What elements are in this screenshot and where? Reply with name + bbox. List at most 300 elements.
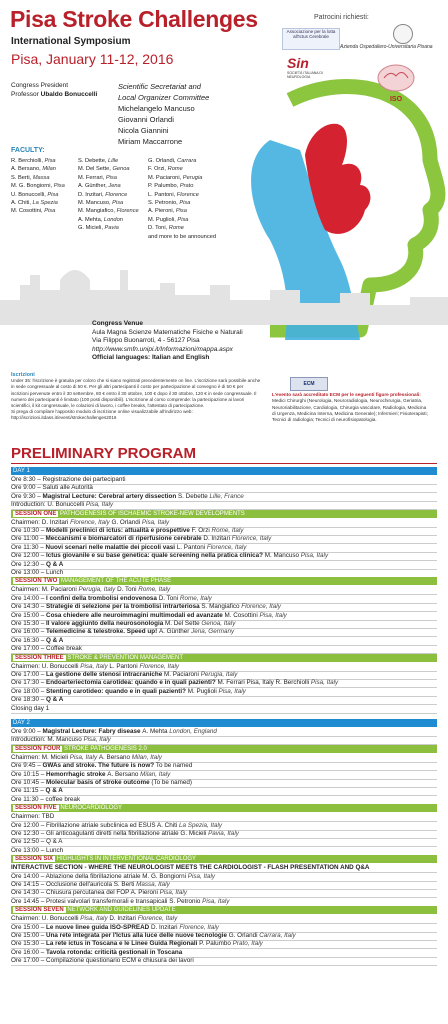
page-title: Pisa Stroke Challenges [10,6,258,32]
row-city: Rome, Italy [179,594,212,602]
faculty-city: Milan [42,166,56,173]
row-time: Ore 10:45 – [11,779,47,786]
row-speaker: M. Puglioli [187,687,219,695]
faculty-city: Florence [176,191,199,198]
row-speaker: A. Günther [158,628,192,636]
program-row [11,476,437,484]
row-text: M. Micieli [41,753,70,761]
row-time: Ore 16:30 – [11,636,47,644]
faculty-city: Pisa [179,200,191,207]
program-row [11,527,437,535]
row-time: Closing day 1 [11,704,50,712]
event-date: Pisa, January 11-12, 2016 [11,51,174,67]
program-row [11,822,437,830]
day-bar: DAY 2 [11,719,437,727]
program-row [11,663,437,671]
program-row [11,671,437,679]
congress-president: Congress President Professor Ubaldo Bonuccelli [11,82,98,98]
row-title: Modelli preclinici di ictus: attualità e prospettive [46,527,192,534]
row-speaker: D. Inzitari [150,923,180,931]
session-title: PATHOGENESIS OF ISCHAEMIC STROKE-NEW DEVELOPMENTS [58,510,245,517]
ecm-line: Medici Chirurghi (Neurologia, Neuroradiologia, Neurochirurgia, Geriatria, [272,398,423,404]
row-text: Registrazione dei partecipanti [42,476,126,483]
faculty-city: Rome [167,166,183,173]
row-separator [11,713,437,714]
program-row [11,889,437,897]
row-time: Chairmen: [11,753,42,761]
faculty-city: London [103,216,123,223]
row-time: Ore 11:30 – [11,795,46,803]
faculty-member [78,157,139,165]
faculty-name: M. Cosottini, [11,208,45,215]
row-speaker: To be named [155,762,193,770]
program-row [11,688,437,696]
session-title: NETWORK AND GUIDELINES UPDATE [65,907,176,914]
faculty-city: Florence [105,191,128,198]
scientific-secretariat: Scientific Secretariat and Local Organizer Committee Michelangelo Mancuso Giovanni Orlandi Nicola Giannini Miriam Maccarrone [118,82,210,146]
faculty-name: A. Mehta, [78,216,104,223]
session-title: MANAGEMENT OF THE ACUTE PHASE [59,578,172,585]
program-row [11,830,437,838]
program-row [11,484,437,492]
faculty-name: S. Berti, [11,174,33,181]
row-text: Lunch [46,569,64,576]
row-text: Protesi valvolari transfemorali e transapicali [46,897,170,905]
faculty-member [78,165,139,173]
row-time: Ore 17:30 – [11,679,47,687]
program-row [11,561,437,569]
row-time: Ore 8:30 – [11,476,43,483]
row-text: Fibrillazione atriale subclinica ed ESUS [46,821,157,829]
row-title: Nuovi scenari nelle malattie dei piccoli vasi [45,543,177,551]
session-bar [11,906,437,914]
row-title: GWAs and stroke. The future is now? [42,762,156,770]
row-city: Pisa, Italy [259,611,287,619]
iso-logo: ISO [372,62,420,106]
session-number: SESSION SIX [15,856,54,863]
row-text: M. Paciaroni [41,586,79,594]
row-title: Q & A [46,560,64,568]
faculty-name: L. Pantoni, [148,191,177,198]
row-time: Ore 15:00 – [11,932,47,939]
faculty-city: Genoa [112,166,130,173]
row-time: Ore 18:00 – [11,687,47,695]
row-city: Florence, Italy [137,915,178,923]
faculty-name: M. G. Bongiorni, [11,183,54,190]
program-row [11,736,437,744]
program-row [11,762,437,770]
row-city: Pisa, Italy [80,662,110,670]
row-city: Pisa, Italy [300,552,329,560]
faculty-member [11,165,65,173]
faculty-city: Jena [108,183,121,190]
row-speaker: S. Berti [113,881,137,888]
row-city: Florence, Italy [179,923,219,931]
row-city: Pavia, Italy [208,830,239,837]
faculty-city: La Spezia [32,200,58,207]
faculty-name: S. Debette, [78,158,109,164]
registration-line: Si prega di compilare l'apposito modulo di iscrizione online visualizzabile all'indirizzo web: [11,409,193,415]
row-text: Introduction: U. Bonuccelli [11,501,86,509]
row-city: Carrara, Italy [259,932,296,939]
row-speaker: M. Cosottini [224,611,260,619]
row-time: Ore 12:00 – [11,552,47,560]
row-time: Ore 14:00 – [11,872,46,880]
faculty-city: Prato [179,183,194,190]
row-title: Le nuove linee guida ISO-SPREAD [46,923,151,931]
row-title: Endoarteriectomia carotidea: quando e in quali pazienti? [46,679,218,687]
row-city: Prato, Italy [232,940,263,948]
row-time: Ore 14:15 – [11,881,47,888]
row-city: Jena, Germany [191,628,235,636]
faculty-name: M. Del Sette, [78,166,113,173]
faculty-name: A. Pieroni, [148,208,176,215]
faculty-name: D. Inzitari, [78,191,106,198]
row-time: Ore 17:00 – [11,957,47,965]
row-city: Pisa, Italy [310,679,339,687]
venue-link[interactable]: http://www.smfn.unipi.it/Informazioni/mappa.aspx [92,345,233,353]
row-time: Ore 17:00 – [11,671,47,678]
faculty-member [11,182,65,190]
faculty-city: Pisa [44,158,56,164]
associazione-logo: Associazione per la lotta all'Ictus Cerebrale [282,28,340,50]
faculty-member [78,182,139,190]
faculty-member [148,191,216,199]
faculty-name: F. Orzi, [148,166,168,173]
faculty-name: P. Palumbo, [148,183,180,190]
row-title: La gestione delle stenosi intracraniche [46,671,164,678]
faculty-city: Massa [32,174,50,181]
row-speaker: S. Debette [177,492,210,500]
session-title: STROKE & PREVENTION MANAGEMENT [65,654,184,661]
program-row [11,957,437,965]
row-city: London, England [169,728,217,735]
program-row [11,898,437,906]
program-row [11,873,437,881]
row-time: Ore 10:30 – [11,527,47,534]
row-time: Chairmen: [11,813,42,821]
faculty-name: G. Micieli, [78,225,105,232]
row-title: Strategie di selezione per la trombolisi intrarteriosa [46,603,202,611]
faculty-city: Lille [108,158,119,164]
row-city: Genoa, Italy [201,620,236,627]
faculty-name: M. Ferrari, [78,174,106,181]
faculty-city: Pavia [104,225,119,232]
row-text: Occlusione dell'auricola [46,881,114,888]
program-row [11,705,437,713]
row-speaker: S. Petronio [169,897,203,905]
row-title: Cosa chiedere alle neuroimmagini multimodali ed avanzate [46,611,225,619]
row-title: La rete ictus in Toscana e le Linee Guida Regionali [46,940,200,948]
program-row [11,501,437,509]
faculty-name: D. Toni, [148,225,169,232]
faculty-city: Carrara [177,158,197,164]
program-row [11,924,437,932]
row-time: Chairmen: [11,586,42,594]
row-time: Ore 16:00 – [11,948,47,956]
ecm-logo: ECM [290,377,328,391]
row-speaker: A. Mehta [142,728,170,735]
row-text: Q & A [46,838,63,846]
row-speaker: P. Palumbo [199,940,233,948]
program-row [11,620,437,628]
faculty-member [148,216,216,224]
row-city: Pisa, Italy [202,897,230,905]
row-speaker: M. Paciaroni [163,671,201,678]
program-row [11,544,437,552]
aoup-seal [393,24,413,44]
ecm-line: Tecnici di radiologia; Tecnici di neurofisiopatologia. [272,417,377,423]
row-speaker: A. Bersano [107,770,141,778]
session-bar [11,577,437,585]
registration-line: numero dei partecipanti è limitato (100 posti disponibili). L'iscrizione al corso comprende: la partecipazione ai lavori [11,396,245,402]
row-speaker: L. Pantoni [176,543,207,551]
row-time: Ore 9:30 – [11,492,43,500]
row-time: Ore 12:50 – [11,838,47,846]
program-row [11,628,437,636]
row-time: Ore 12:30 – [11,830,47,837]
row-city: La Spezia, Italy [179,821,223,829]
row-text: Chiusura percutanea del FOP [46,889,131,897]
row-time: Ore 15:00 – [11,611,47,619]
row-title: Q & A [45,787,63,795]
program-row [11,586,437,594]
row-city: Pisa, Italy [85,501,114,509]
program-heading-rule [11,463,437,464]
program-row [11,881,437,889]
row-time: Chairmen: [11,518,42,526]
faculty-member [148,207,216,215]
row-speaker: F. Orzi [191,527,212,534]
row-time: Ore 10:15 – [11,770,47,778]
faculty-member [11,174,65,182]
row-city: Pisa, Italy [80,915,110,923]
row-city: Pisa, Italy [141,518,170,526]
session-number: SESSION ONE [15,510,57,517]
day-bar: DAY 1 [11,467,437,475]
session-bar [11,855,437,863]
program-row [11,679,437,687]
faculty-city: Pisa [175,208,187,215]
session-bar [11,654,437,662]
row-text: Saluti alle Autorità [42,484,93,492]
aoup-logo-text: Azienda Ospedaliero-Universitaria Pisana [340,44,433,50]
row-title: INTERACTIVE SECTION - WHERE THE NEUROLOGIST MEETS THE CARDIOLOGIST - FLASH PRESENTATION AND Q&A [11,864,370,872]
row-speaker: G. Orlandi [228,932,260,939]
row-time: Ore 12:30 – [11,560,47,568]
faculty-member [11,157,65,165]
row-title: I confini della trombolisi endovenosa [46,594,159,602]
row-speaker: A. Pieroni [130,889,160,897]
program-row [11,787,437,795]
row-city: Florence, Italy [206,543,247,551]
row-time: Chairmen: [11,662,42,670]
registration-line: in sede congressuale al costo di 50 €. Per gli altri partecipanti il costo per partecipazione al convegno è di 50 € per [11,384,244,390]
registration-info: Iscrizioni Under 35: l'iscrizione è gratuita per coloro che si siano registrati precedentemente on line. L'iscrizione sarà possibile anche in sede congressuale al costo di 50 €. Per gli altri partecipanti il costo per partecipazione al convegno è di 50 € per iscrizioni pervenute entro il 30 settembre, 80 € entro il 30 ottobre, 100 € dopo il 30 ottobre, 120 € in sede congressuale. Il numero dei partecipanti è limitato (100 posti disponibili). L'iscrizione al corso comprende: la partecipazione ai lavori scientifici, il kit congressuale, le colazioni di lavoro, i coffee breaks, l'attestato di partecipazione. Si prega di compilare l'apposito modulo di iscrizione online visualizzabile all'indirizzo web: http://iscrizioni.itdass.it/eventi/strokechallenges2016 [11,372,261,421]
program-row [11,696,437,704]
program-row [11,864,437,872]
row-title: Telemedicine & telestroke. Speed up! [46,628,159,636]
row-time: Ore 15:30 – [11,940,47,948]
row-time: Ore 11:15 – [11,787,46,795]
row-city: Florence, Italy [231,535,272,543]
session-number: SESSION THREE [15,654,64,661]
session-title: STROKE PATHOGENESIS 2.0 [62,745,147,752]
program-row [11,569,437,577]
row-text: Coffee break [46,645,82,653]
faculty-column-1 [11,157,65,216]
faculty-city: Florence [116,208,139,215]
row-time: Ore 9:00 – [11,728,43,735]
row-city: Milan, Italy [131,753,162,761]
registration-line: scientifici, il kit congressuale, le colazioni di lavoro, i coffee breaks, l'attestato di partecipazione. [11,403,205,409]
ecm-line: di Urgenza, Medicina Interna, Medicina Generale); Infermieri; Fisioterapisti; [272,410,428,416]
faculty-member [78,199,139,207]
faculty-city: Pisa [112,200,124,207]
session-bar [11,804,437,812]
session-number: SESSION SEVEN [15,907,64,914]
row-city: Lille, France [209,492,244,500]
row-speaker: D. Inzitari [203,535,232,543]
row-text: Compilazione questionario ECM e chiusura dei lavori [46,957,194,965]
row-city: Rome, Italy [211,527,244,534]
row-speaker: D. Toni [158,594,180,602]
session-title: HIGHLIGHTS IN INTERVENTIONAL CARDIOLOGY [55,856,197,863]
row-time: Ore 14:30 – [11,603,47,611]
row-city: Florence, Italy [70,518,112,526]
program-row [11,728,437,736]
program-row [11,493,437,501]
row-time: Chairmen: [11,915,42,923]
ecm-line: Neuroriabilitazione, Cardiologia, Chirurgia vascolare, Radiologia, Medicina [272,404,427,410]
registration-line: iscrizioni pervenute entro il 30 settembre, 80 € entro il 30 ottobre, 100 € dopo il 30 ottobre, 120 € in sede congressuale. Il [11,390,257,396]
faculty-name: A. Chiti, [11,200,33,207]
row-city: Rome, Italy [138,586,171,594]
program-row [11,847,437,855]
row-title: Tavola rotonda: criticità gestionali in Toscana [46,948,183,956]
row-text: U. Bonuccelli [41,662,81,670]
faculty-city: Pisa [53,183,65,190]
row-time: Ore 11:00 – [11,535,46,543]
program-row [11,603,437,611]
row-time: Ore 13:00 – [11,569,47,576]
row-time: Ore 14:30 – [11,889,47,897]
row-title: Meccanismi e biomarcatori di riperfusione cerebrale [45,535,204,543]
row-time: Ore 9:00 – [11,484,43,492]
faculty-member [11,207,65,215]
program-row [11,637,437,645]
row-text: Ablazione della fibrillazione atriale [45,872,143,880]
row-text: U. Bonuccelli [41,915,81,923]
faculty-name: R. Berchiolli, [11,158,45,164]
row-city: Massa, Italy [136,881,170,888]
row-time: Ore 15:00 – [11,923,47,931]
row-city: Pisa, Italy [218,687,246,695]
row-speaker: M. Ferrari Pisa, Italy R. Berchiolli [217,679,311,687]
row-text: A. Bersano [98,753,132,761]
row-city: Perugia, Italy [78,586,118,594]
faculty-city: Pisa [47,191,59,198]
row-text: Introduction: M. Mancuso [11,736,84,744]
program-row [11,612,437,620]
row-speaker: A. Chiti [156,821,180,829]
row-time: Ore 9:45 – [11,762,43,770]
faculty-member [148,224,216,232]
row-city: Pisa, Italy [187,872,216,880]
row-city: Pisa, Italy [69,753,99,761]
row-time: Ore 14:45 – [11,897,47,905]
faculty-member [148,199,216,207]
session-title: NEUROCARDIOLOGY [58,805,123,812]
row-text: D. Inzitari [109,915,138,923]
faculty-member [148,157,216,165]
pisa-skyline [0,255,448,325]
row-time: Ore 14:00 – [11,594,47,602]
faculty-member [148,182,216,190]
iso-brain-icon [374,62,418,94]
row-text: coffee break [45,795,81,803]
faculty-column-2 [78,157,139,233]
program-row [11,940,437,948]
row-speaker: M. Mancuso [264,552,301,560]
program-row [11,519,437,527]
faculty-heading: FACULTY: [11,147,45,154]
row-speaker: (To be named) [151,779,192,786]
row-title: Il valore aggiunto della neurosonologia [46,620,165,627]
row-city: Pisa, Italy [83,736,111,744]
faculty-member [78,216,139,224]
program-row [11,949,437,957]
row-time: Ore 13:00 – [11,846,47,854]
faculty-city: Pisa [44,208,56,215]
row-city: Milan, Italy [140,770,171,778]
faculty-name: U. Bonuccelli, [11,191,48,198]
patronage-label: Patrocini richiesti: [314,14,369,21]
row-text: TBD [41,813,55,821]
row-separator [11,965,437,966]
row-text: D. Inzitari [41,518,71,526]
row-title: Una rete integrata per l'Ictus alla luce delle nuove tecnologie [46,932,229,939]
session-number: SESSION TWO [15,578,58,585]
faculty-member [148,165,216,173]
congress-venue: Congress Venue Aula Magna Scienze Matematiche Fisiche e Naturali Via Filippo Buonarroti, 4 - 56127 Pisa http://www.smfn.unipi.it/Informazioni/mappa.aspx Official languages: Italian and English [92,320,243,361]
row-text: D. Toni [117,586,139,594]
row-time: Ore 15:30 – [11,620,47,627]
row-time: Ore 16:00 – [11,628,47,636]
sin-logo: Sin SOCIETÀ ITALIANA DI NEUROLOGIA [287,55,323,79]
faculty-name: G. Orlandi, [148,158,178,164]
row-title: Q & A [46,696,64,704]
faculty-member [78,224,139,232]
faculty-name: M. Paciaroni, [148,174,183,181]
row-title: Magistral Lecture: Cerebral artery dissection [42,492,178,500]
faculty-member [78,174,139,182]
row-title: Hemorrhagic stroke [46,770,108,778]
faculty-city: Rome [168,225,184,232]
faculty-member [78,191,139,199]
program-row [11,552,437,560]
registration-link[interactable]: http://iscrizioni.itdass.it/eventi/strokechallenges2016 [11,415,117,421]
row-title: Ictus giovanile e su base genetica: quale screening nella pratica clinica? [46,552,265,560]
row-text: Gli anticoagulanti diretti nella fibrillazione atriale [46,830,181,837]
session-number: SESSION FIVE [15,805,57,812]
session-bar [11,510,437,518]
row-speaker: M. G. Bongiorni [142,872,188,880]
program-row [11,838,437,846]
row-city: Perugia, Italy [200,671,238,678]
row-speaker: S. Mangiafico [201,603,242,611]
program-row [11,771,437,779]
